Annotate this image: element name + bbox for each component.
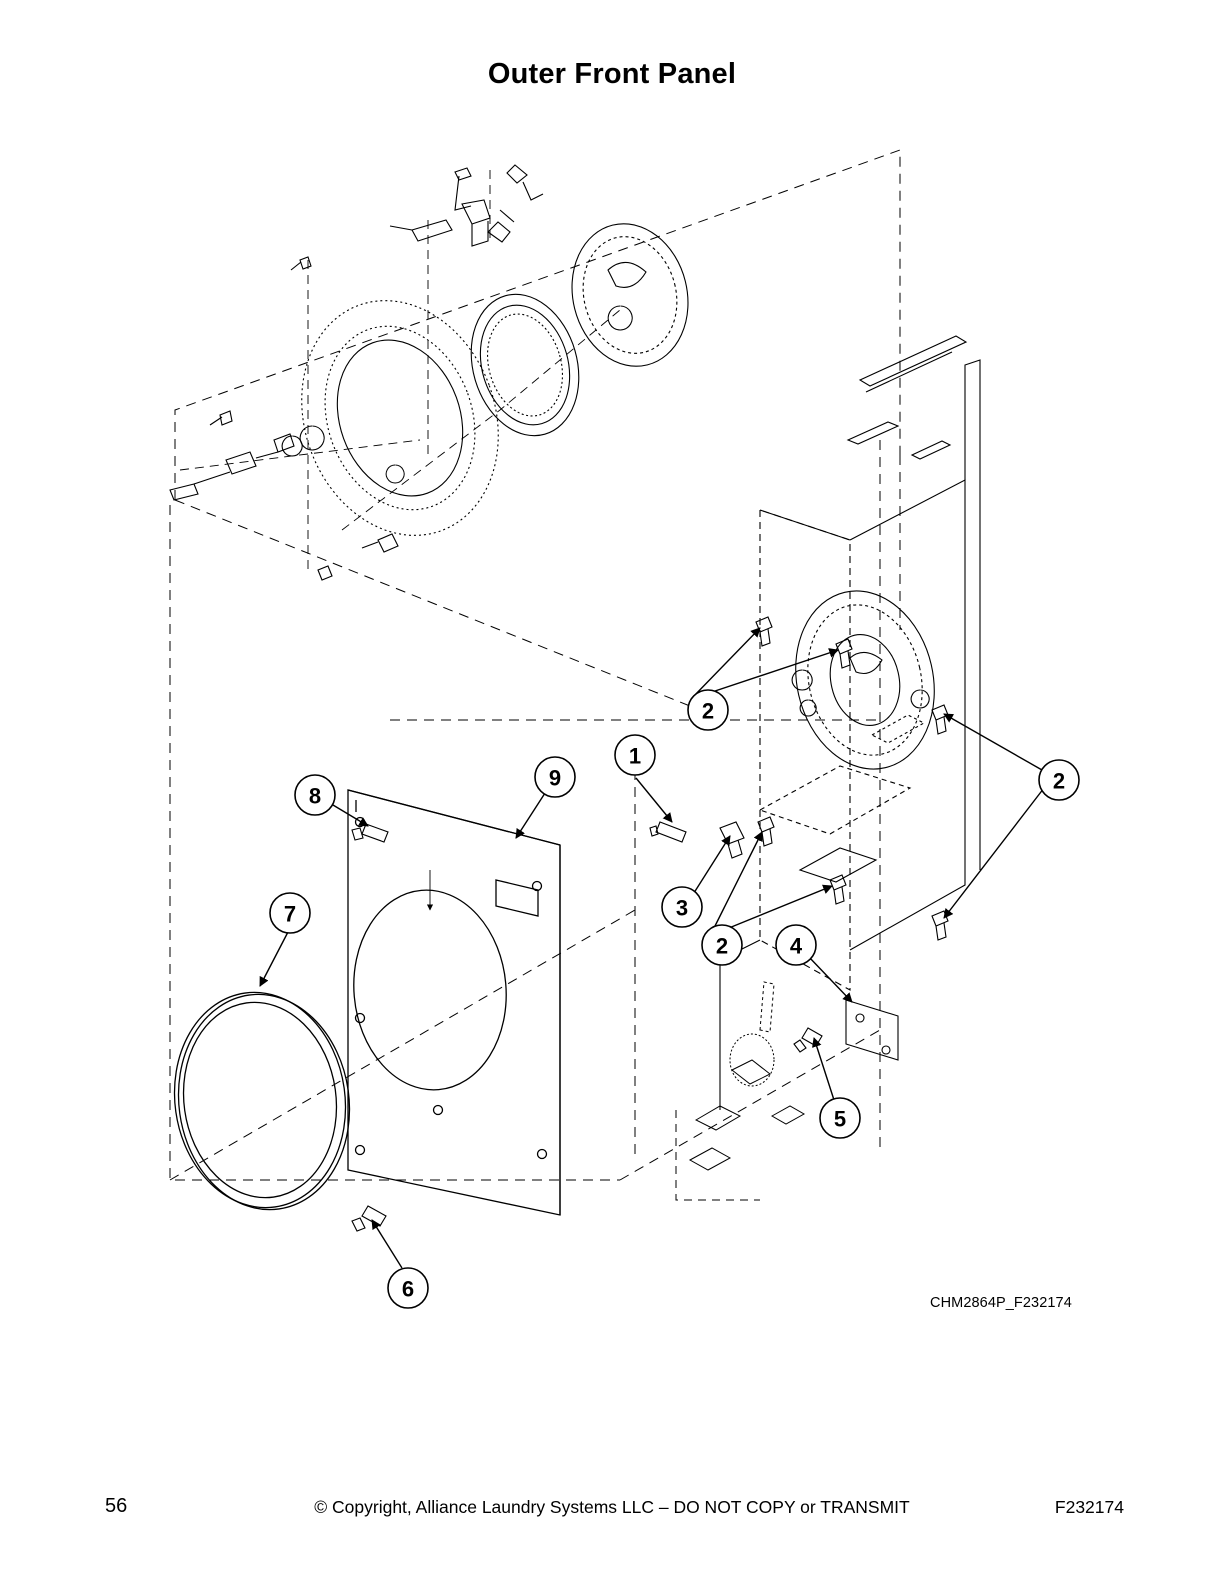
drawing-code: CHM2864P_F232174 bbox=[930, 1295, 1072, 1311]
callout-label-6: 6 bbox=[401, 1276, 415, 1302]
footer-document-number: F232174 bbox=[1054, 1497, 1124, 1517]
door-hardware-bottom bbox=[291, 257, 398, 580]
callout-leaders bbox=[260, 628, 1044, 1268]
callout-label-2e: 2 bbox=[715, 933, 729, 959]
callout-label-4: 4 bbox=[789, 933, 803, 959]
callout-label-3: 3 bbox=[675, 895, 689, 921]
page-footer bbox=[0, 1495, 1224, 1535]
door-assembly-group bbox=[170, 150, 900, 710]
callout-label-9: 9 bbox=[548, 765, 562, 791]
callout-label-2a: 2 bbox=[701, 698, 715, 724]
footer-copyright: © Copyright, Alliance Laundry Systems LLC – DO NOT COPY or TRANSMIT bbox=[314, 1497, 910, 1517]
callout-label-2c: 2 bbox=[1052, 768, 1066, 794]
cabinet-front-opening bbox=[778, 577, 951, 783]
small-parts bbox=[352, 617, 948, 1231]
footer-page-number: 56 bbox=[105, 1495, 128, 1517]
page-title: Outer Front Panel bbox=[487, 58, 737, 90]
callout-bubbles bbox=[270, 690, 1079, 1308]
door-outer-ring bbox=[270, 273, 531, 564]
exploded-diagram bbox=[60, 110, 1160, 1350]
door-hardware-top bbox=[390, 165, 543, 246]
door-seal-ring bbox=[161, 981, 363, 1221]
diagram-canvas bbox=[60, 110, 1160, 1350]
cabinet-body bbox=[720, 336, 980, 1110]
callout-label-1: 1 bbox=[628, 743, 642, 769]
callout-label-5: 5 bbox=[833, 1106, 847, 1132]
callout-label-7: 7 bbox=[283, 901, 297, 927]
door-hardware-left bbox=[170, 411, 324, 500]
front-panel bbox=[346, 790, 560, 1215]
assembly-guide-frame bbox=[170, 440, 880, 1180]
callout-label-8: 8 bbox=[308, 783, 322, 809]
door-hinge-ring bbox=[557, 211, 702, 378]
